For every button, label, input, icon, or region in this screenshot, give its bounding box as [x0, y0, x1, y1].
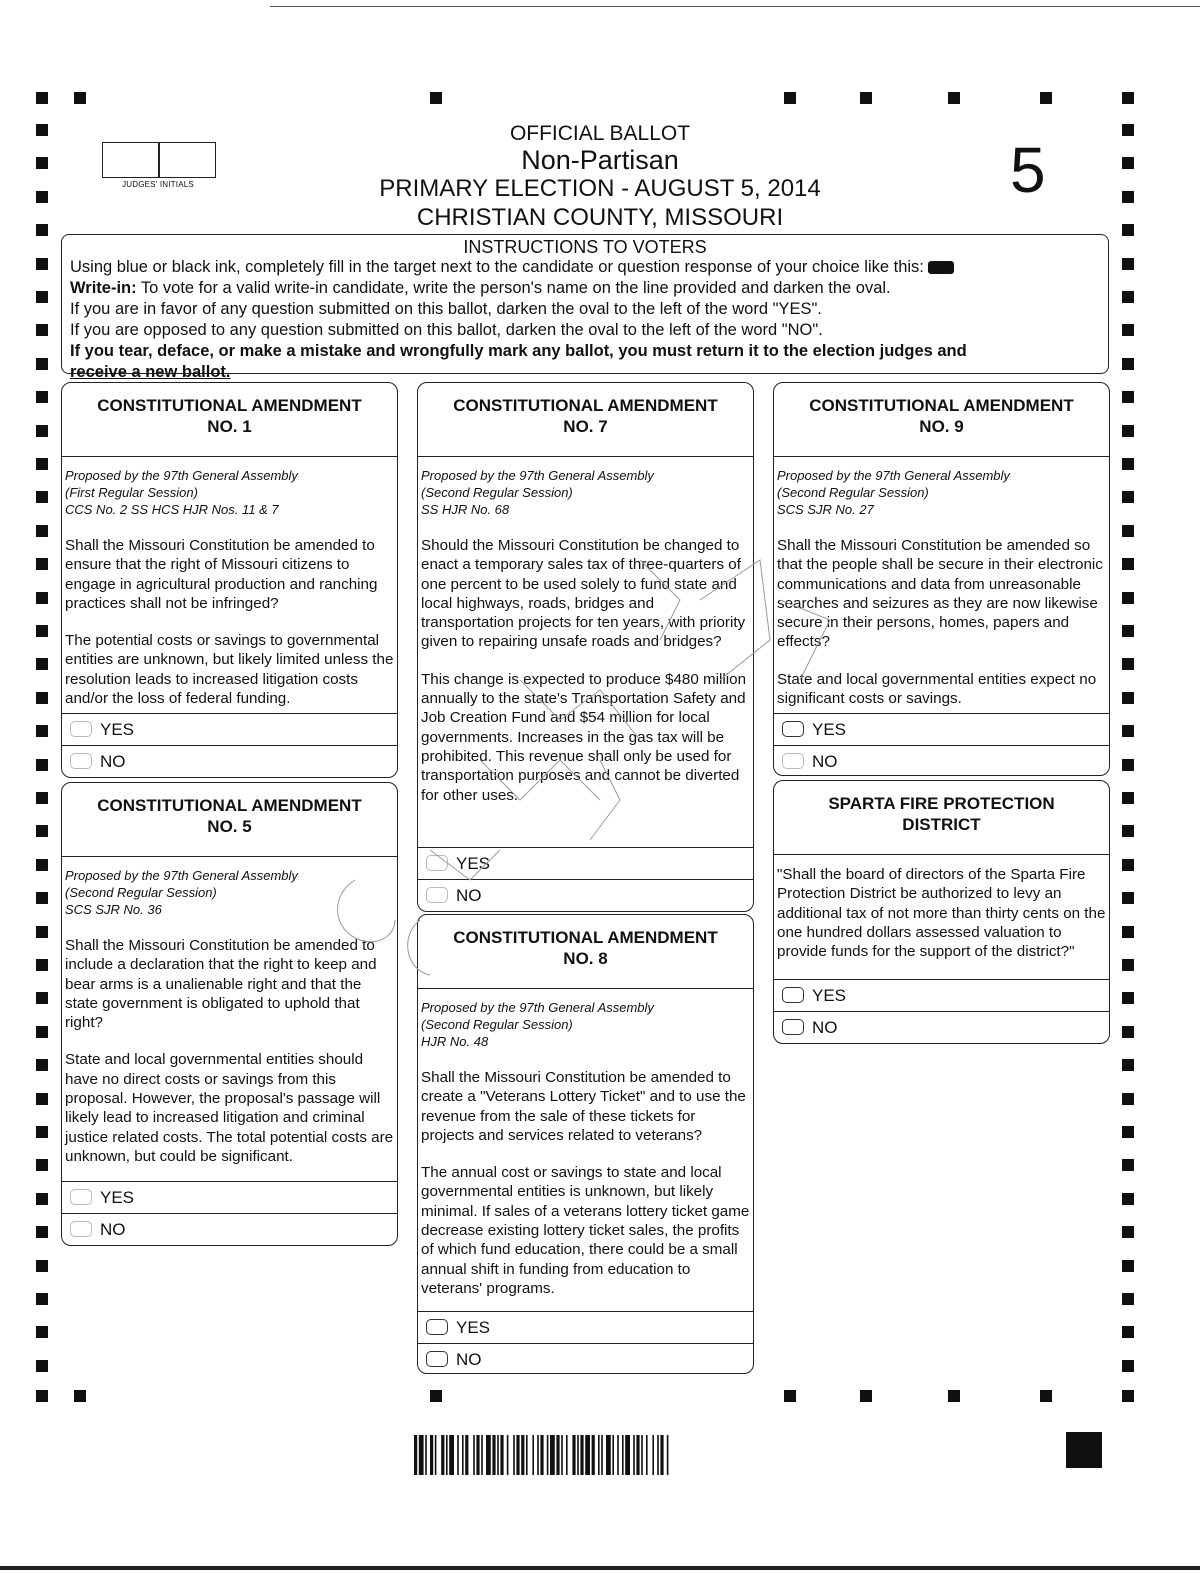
timing-mark: [1122, 1126, 1134, 1138]
amendment-5-box: [61, 782, 398, 1246]
timing-mark: [36, 291, 48, 303]
timing-mark: [1122, 592, 1134, 604]
amendment-7-no-option[interactable]: NO: [418, 879, 753, 912]
amendment-1-yes-option[interactable]: YES: [62, 713, 397, 746]
timing-mark: [36, 892, 48, 904]
instructions-line: If you are opposed to any question submitted on this ballot, darken the oval to the left of the word "NO".: [70, 321, 823, 339]
timing-mark: [1122, 1390, 1134, 1402]
timing-mark: [1122, 725, 1134, 737]
timing-mark: [1122, 1059, 1134, 1071]
timing-mark: [948, 1390, 960, 1402]
barcode-bar: [486, 1435, 491, 1475]
timing-mark: [1122, 992, 1134, 1004]
ballot-title: OFFICIAL BALLOT: [509, 122, 691, 145]
timing-mark: [860, 92, 872, 104]
timing-mark: [1122, 92, 1134, 104]
timing-mark: [36, 1360, 48, 1372]
barcode-bar: [561, 1435, 563, 1475]
barcode-bar: [646, 1435, 648, 1475]
barcode-bar: [556, 1435, 559, 1475]
barcode-bar: [625, 1435, 630, 1475]
amendment-5-no-option[interactable]: NO: [62, 1213, 397, 1246]
amendment-8-fiscal-note: The annual cost or savings to state and local governmental entities is unknown, but likely minimal. If sales of a veterans lottery ticket game decrease existing lottery ticket sales, the profits of which fund education, there could be a small annual shift in funding from education to veterans' programs.: [421, 1164, 750, 1297]
timing-mark: [1122, 558, 1134, 570]
amendment-1-title: CONSTITUTIONAL AMENDMENT NO. 1: [62, 383, 397, 457]
timing-mark: [36, 959, 48, 971]
vote-oval[interactable]: [426, 855, 448, 871]
timing-mark: [36, 759, 48, 771]
sparta-fire-district-question: "Shall the board of directors of the Sparta Fire Protection District be authorized to levy an additional tax of not more than thirty cents on the one hundred dollars assessed valuation to provide funds for the support of the district?": [777, 866, 1106, 961]
timing-mark: [36, 1326, 48, 1338]
amendment-5-proposed-by: Proposed by the 97th General Assembly (Second Regular Session) SCS SJR No. 36: [65, 868, 298, 917]
county-name: CHRISTIAN COUNTY, MISSOURI: [416, 204, 784, 231]
ballot-style-number: 5: [1010, 134, 1046, 206]
timing-mark: [1122, 291, 1134, 303]
instructions-line: receive a new ballot.: [70, 363, 231, 381]
amendment-9-fiscal-note: State and local governmental entities expect no significant costs or savings.: [777, 670, 1097, 708]
timing-mark: [430, 92, 442, 104]
timing-mark: [1122, 1093, 1134, 1105]
timing-mark: [36, 258, 48, 270]
barcode-bar: [592, 1435, 595, 1475]
timing-mark: [36, 926, 48, 938]
barcode-bar: [660, 1435, 663, 1475]
timing-mark: [1122, 324, 1134, 336]
amendment-5-question: Shall the Missouri Constitution be amended to include a declaration that the right to keep and bear arms is a unalienable right and that the state government is obligated to uphold that right?: [65, 937, 377, 1032]
amendment-9-box: [773, 382, 1110, 776]
timing-mark: [36, 592, 48, 604]
barcode-bar: [550, 1435, 555, 1475]
timing-mark: [1122, 1326, 1134, 1338]
timing-mark: [36, 625, 48, 637]
barcode-bar: [462, 1435, 464, 1475]
barcode-bar: [585, 1435, 590, 1475]
timing-mark: [74, 1390, 86, 1402]
vote-oval[interactable]: [782, 721, 804, 737]
timing-mark: [36, 491, 48, 503]
barcode-bar: [481, 1435, 483, 1475]
ballot-type: Non-Partisan: [521, 145, 679, 175]
barcode-bar: [540, 1435, 543, 1475]
barcode-bar: [435, 1435, 437, 1475]
amendment-9-title: CONSTITUTIONAL AMENDMENT NO. 9: [774, 383, 1109, 457]
timing-mark: [36, 1093, 48, 1105]
timing-mark: [860, 1390, 872, 1402]
vote-oval[interactable]: [426, 887, 448, 903]
timing-mark: [784, 92, 796, 104]
timing-mark: [1122, 692, 1134, 704]
barcode-bar: [577, 1435, 579, 1475]
timing-mark: [1040, 1390, 1052, 1402]
amendment-1-box: [61, 382, 398, 778]
timing-mark: [36, 1193, 48, 1205]
filled-target-sample: [928, 261, 954, 274]
barcode-bar: [617, 1435, 619, 1475]
timing-mark: [1122, 525, 1134, 537]
barcode-bar: [572, 1435, 575, 1475]
timing-mark: [36, 191, 48, 203]
vote-oval[interactable]: [782, 987, 804, 1003]
timing-mark: [1122, 859, 1134, 871]
timing-mark: [36, 692, 48, 704]
timing-mark: [1122, 1360, 1134, 1372]
timing-mark: [36, 1126, 48, 1138]
barcode-bar: [566, 1435, 568, 1475]
barcode-bar: [497, 1435, 499, 1475]
amendment-8-yes-option[interactable]: YES: [418, 1311, 753, 1344]
timing-mark: [1122, 258, 1134, 270]
timing-mark: [1122, 1026, 1134, 1038]
timing-mark: [36, 391, 48, 403]
timing-mark: [1122, 458, 1134, 470]
timing-mark: [1122, 191, 1134, 203]
barcode-bar: [601, 1435, 603, 1475]
vote-oval[interactable]: [426, 1319, 448, 1335]
timing-mark: [1122, 1260, 1134, 1272]
barcode-bar: [612, 1435, 614, 1475]
timing-mark: [36, 1159, 48, 1171]
timing-mark: [1122, 959, 1134, 971]
timing-mark: [1122, 425, 1134, 437]
vote-oval[interactable]: [426, 1351, 448, 1367]
sparta-fire-district-yes-option[interactable]: YES: [774, 979, 1109, 1012]
barcode-bar: [526, 1435, 528, 1475]
barcode-bar: [532, 1435, 534, 1475]
timing-mark: [1122, 391, 1134, 403]
barcode-bar: [473, 1435, 475, 1475]
timing-mark: [74, 92, 86, 104]
timing-mark: [1122, 892, 1134, 904]
amendment-1-question: Shall the Missouri Constitution be amended to ensure that the right of Missouri citizens to engage in agricultural production and ranching practices shall not be infringed?: [65, 537, 378, 612]
ballot-barcode: [414, 1435, 904, 1475]
timing-mark: [1122, 759, 1134, 771]
timing-mark: [36, 1293, 48, 1305]
barcode-bar: [414, 1435, 417, 1475]
amendment-5-title: CONSTITUTIONAL AMENDMENT NO. 5: [62, 783, 397, 857]
timing-mark: [1122, 825, 1134, 837]
barcode-bar: [516, 1435, 519, 1475]
sparta-fire-district-no-option[interactable]: NO: [774, 1011, 1109, 1044]
barcode-bar: [419, 1435, 424, 1475]
barcode-bar: [547, 1435, 549, 1475]
vote-oval[interactable]: [70, 721, 92, 737]
amendment-7-proposed-by: Proposed by the 97th General Assembly (Second Regular Session) SS HJR No. 68: [421, 468, 654, 517]
bottom-edge-line: [0, 1566, 1200, 1570]
barcode-bar: [492, 1435, 495, 1475]
timing-mark: [430, 1390, 442, 1402]
vote-oval[interactable]: [782, 753, 804, 769]
vote-oval[interactable]: [70, 1189, 92, 1205]
vote-oval[interactable]: [782, 1019, 804, 1035]
timing-mark: [36, 324, 48, 336]
instructions-line: Using blue or black ink, completely fill in the target next to the candidate or question response of your choice like this:: [70, 257, 1100, 278]
timing-mark: [36, 224, 48, 236]
timing-mark: [36, 358, 48, 370]
judges-initials-box[interactable]: [102, 142, 216, 178]
barcode-bar: [633, 1435, 635, 1475]
timing-mark: [36, 92, 48, 104]
amendment-9-proposed-by: Proposed by the 97th General Assembly (Second Regular Session) SCS SJR No. 27: [777, 468, 1010, 517]
timing-mark: [36, 1260, 48, 1272]
judges-initials-label: JUDGES' INITIALS: [122, 180, 194, 189]
barcode-bar: [580, 1435, 583, 1475]
amendment-1-fiscal-note: The potential costs or savings to governmental entities are unknown, but likely limited unless the resolution leads to increased litigation costs and/or the loss of federal funding.: [65, 632, 394, 708]
timing-mark: [36, 725, 48, 737]
timing-mark: [1122, 358, 1134, 370]
timing-mark: [1122, 1226, 1134, 1238]
timing-mark: [1040, 92, 1052, 104]
timing-mark: [1122, 792, 1134, 804]
barcode-bar: [430, 1435, 433, 1475]
top-edge-line: [270, 6, 1200, 7]
timing-mark: [36, 658, 48, 670]
instructions-box: [61, 234, 1109, 381]
timing-mark: [948, 92, 960, 104]
election-name: PRIMARY ELECTION - AUGUST 5, 2014: [379, 175, 821, 202]
instructions-line: If you tear, deface, or make a mistake and wrongfully mark any ballot, you must return it to the election judges and: [70, 342, 967, 360]
timing-mark: [36, 425, 48, 437]
timing-mark: [1122, 625, 1134, 637]
timing-mark: [36, 792, 48, 804]
timing-mark: [36, 157, 48, 169]
timing-mark: [36, 1390, 48, 1402]
vote-oval[interactable]: [70, 1221, 92, 1237]
barcode-bar: [641, 1435, 643, 1475]
barcode-bar: [457, 1435, 459, 1475]
amendment-8-title: CONSTITUTIONAL AMENDMENT NO. 8: [418, 915, 753, 989]
amendment-1-no-option[interactable]: NO: [62, 745, 397, 778]
amendment-8-question: Shall the Missouri Constitution be amended to create a "Veterans Lottery Ticket" and to use the revenue from the sale of these tickets for projects and services related to veterans?: [421, 1069, 746, 1144]
amendment-8-box: [417, 914, 754, 1374]
instructions-title: INSTRUCTIONS TO VOTERS: [463, 237, 707, 257]
barcode-bar: [446, 1435, 448, 1475]
sparta-fire-district-box: [773, 780, 1110, 1044]
timing-mark: [36, 1059, 48, 1071]
barcode-bar: [425, 1435, 427, 1475]
barcode-bar: [657, 1435, 659, 1475]
amendment-9-question: Shall the Missouri Constitution be amended so that the people shall be secure in their electronic communications and data from unreasonable searches and seizures as they are now likewise secure in their persons, homes, papers and effects?: [777, 537, 1103, 651]
barcode-bar: [449, 1435, 454, 1475]
amendment-7-title: CONSTITUTIONAL AMENDMENT NO. 7: [418, 383, 753, 457]
amendment-9-no-option[interactable]: NO: [774, 745, 1109, 776]
amendment-5-fiscal-note: State and local governmental entities should have no direct costs or savings from this proposal. However, the proposal's passage will likely lead to increased litigation and criminal justice related costs. The total potential costs are unknown, but could be significant.: [65, 1051, 394, 1165]
instructions-line: Write-in: To vote for a valid write-in candidate, write the person's name on the line provided and darken the oval.: [70, 279, 891, 297]
timing-mark: [36, 1226, 48, 1238]
vote-oval[interactable]: [70, 753, 92, 769]
barcode-bar: [476, 1435, 479, 1475]
timing-mark: [36, 992, 48, 1004]
timing-mark: [36, 825, 48, 837]
timing-mark: [36, 1026, 48, 1038]
amendment-7-box: [417, 382, 754, 912]
barcode-bar: [652, 1435, 654, 1475]
timing-mark: [36, 558, 48, 570]
barcode-bar: [667, 1435, 669, 1475]
timing-mark: [36, 525, 48, 537]
timing-mark: [1122, 1193, 1134, 1205]
barcode-bar: [513, 1435, 515, 1475]
timing-mark: [784, 1390, 796, 1402]
amendment-8-proposed-by: Proposed by the 97th General Assembly (Second Regular Session) HJR No. 48: [421, 1000, 654, 1049]
barcode-bar: [598, 1435, 600, 1475]
timing-mark: [36, 859, 48, 871]
sparta-fire-district-title: SPARTA FIRE PROTECTION DISTRICT: [774, 781, 1109, 855]
timing-mark: [1122, 658, 1134, 670]
timing-mark: [1122, 224, 1134, 236]
amendment-5-yes-option[interactable]: YES: [62, 1181, 397, 1214]
amendment-7-yes-option[interactable]: YES: [418, 847, 753, 880]
timing-mark: [1122, 1293, 1134, 1305]
corner-registration-mark: [1066, 1432, 1102, 1468]
barcode-bar: [537, 1435, 539, 1475]
amendment-1-proposed-by: Proposed by the 97th General Assembly (First Regular Session) CCS No. 2 SS HCS HJR Nos. 11 & 7: [65, 468, 298, 517]
barcode-bar: [500, 1435, 503, 1475]
amendment-7-fiscal-note: This change is expected to produce $480 million annually to the state's Transportation Safety and Job Creation Fund and $54 million for local governments. Increases in the gas tax will be prohibited. This revenue shall only be used for transportation purposes and cannot be diverted for other uses.: [421, 670, 747, 804]
barcode-bar: [606, 1435, 611, 1475]
amendment-8-no-option[interactable]: NO: [418, 1343, 753, 1374]
timing-mark: [36, 124, 48, 136]
timing-mark: [1122, 926, 1134, 938]
timing-mark: [1122, 1159, 1134, 1171]
barcode-bar: [465, 1435, 468, 1475]
barcode-bar: [507, 1435, 509, 1475]
barcode-bar: [636, 1435, 639, 1475]
instructions-line: If you are in favor of any question submitted on this ballot, darken the oval to the left of the word "YES".: [70, 300, 822, 318]
barcode-bar: [521, 1435, 524, 1475]
timing-mark: [1122, 124, 1134, 136]
barcode-bar: [441, 1435, 444, 1475]
barcode-bar: [622, 1435, 624, 1475]
amendment-9-yes-option[interactable]: YES: [774, 713, 1109, 746]
timing-mark: [1122, 157, 1134, 169]
amendment-7-question: Should the Missouri Constitution be changed to enact a temporary sales tax of three-quarters of one percent to be used solely to fund state and local highways, roads, bridges and transportation projects for ten years, with priority given to repairing unsafe roads and bridges?: [421, 537, 746, 651]
timing-mark: [1122, 491, 1134, 503]
timing-mark: [36, 458, 48, 470]
